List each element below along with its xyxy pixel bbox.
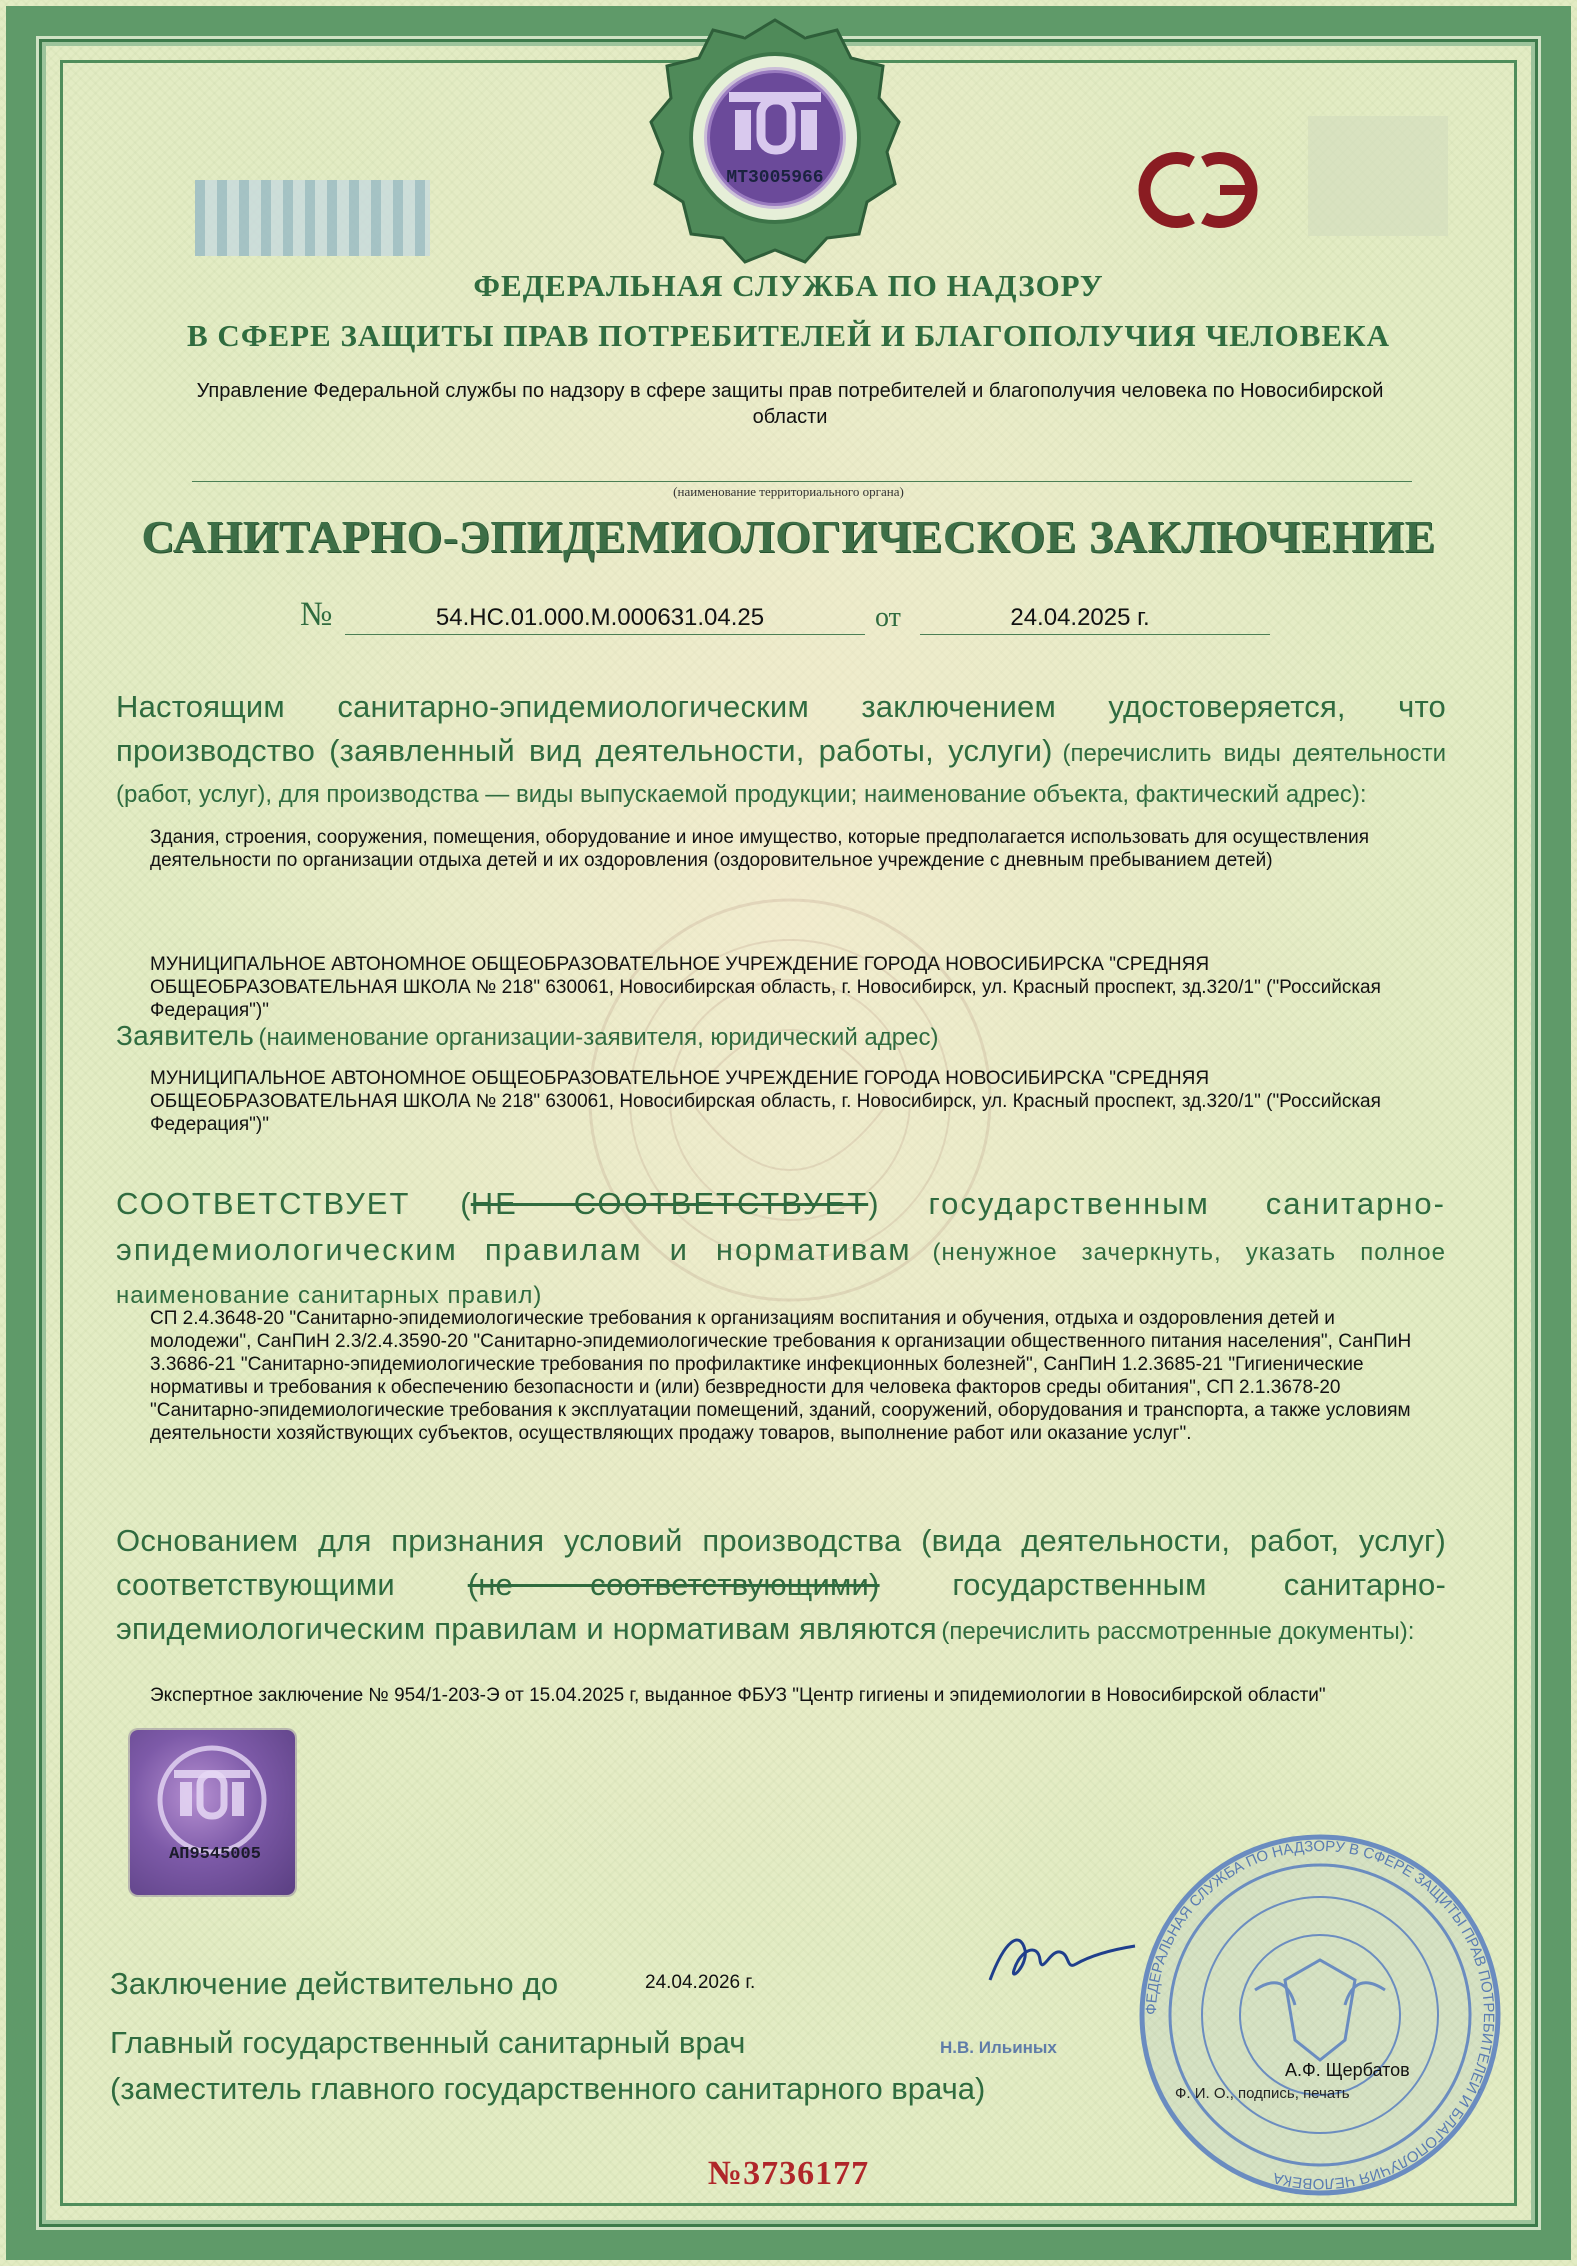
emblem-top-icon bbox=[625, 18, 925, 268]
applicant-text: МУНИЦИПАЛЬНОЕ АВТОНОМНОЕ ОБЩЕОБРАЗОВАТЕЛЬНОЕ УЧРЕЖДЕНИЕ ГОРОДА НОВОСИБИРСКА "СРЕДНЯЯ ОБЩЕОБРАЗОВАТЕЛЬНАЯ ШКОЛА № 218" 630061, Новосибирская область, г. Новосибирск, ул. Красный проспект, зд.320/1" ("Российская Федерация")" bbox=[150, 1068, 1381, 1135]
certifies-label-big: Настоящим санитарно-эпидемиологическим заключением удостоверяется, что производство (заявленный вид деятельности, работы, услуги) bbox=[116, 689, 1446, 768]
signature-icon bbox=[980, 1920, 1140, 2000]
basis-label bbox=[116, 1522, 1446, 1654]
compliance-rest: государственным санитарно-эпидемиологическим правилам и нормативам bbox=[116, 1186, 1446, 1267]
underline bbox=[920, 634, 1270, 635]
basis-label-small: (перечислить рассмотренные документы): bbox=[941, 1618, 1415, 1645]
basis-label-strike: (не соответствующими) bbox=[467, 1567, 880, 1602]
number-sign: № bbox=[300, 596, 333, 633]
seal-text: ФЕДЕРАЛЬНАЯ СЛУЖБА ПО НАДЗОРУ В СФЕРЕ ЗАЩИТЫ ПРАВ ПОТРЕБИТЕЛЕЙ И БЛАГОПОЛУЧИЯ ЧЕЛОВЕКА bbox=[1142, 1837, 1498, 2193]
basis-label-part2: государственным санитарно-эпидемиологическим правилам и нормативам являются bbox=[116, 1567, 1446, 1646]
applicant-label bbox=[116, 1020, 938, 1052]
stamp-name: Н.В. Ильиных bbox=[940, 2038, 1057, 2057]
validity-label: Заключение действительно до bbox=[110, 1966, 559, 2001]
territorial-caption: (наименование территориального органа) bbox=[673, 484, 904, 499]
basis-text: Экспертное заключение № 954/1-203-Э от 15.04.2025 г, выданное ФБУЗ "Центр гигиены и эпидемиологии в Новосибирской области" bbox=[150, 1685, 1326, 1706]
compliance-yes: СООТВЕТСТВУЕТ bbox=[116, 1186, 411, 1221]
certifies-label-small: (перечислить виды деятельности (работ, услуг), для производства — виды выпускаемой продукции; наименование объекта, фактический адрес): bbox=[116, 740, 1446, 808]
official-seal-icon bbox=[1135, 1830, 1505, 2200]
hologram-strip bbox=[195, 180, 430, 256]
underline bbox=[192, 481, 1412, 482]
signer-caption: Ф. И. О., подпись, печать bbox=[1175, 2085, 1350, 2102]
emblem-serial: МТ3005966 bbox=[726, 168, 824, 188]
date-label: от bbox=[875, 602, 901, 633]
doctor-title-line2: (заместитель главного государственного санитарного врача) bbox=[110, 2071, 986, 2106]
agency-title-line2: В СФЕРЕ ЗАЩИТЫ ПРАВ ПОТРЕБИТЕЛЕЙ И БЛАГОПОЛУЧИЯ ЧЕЛОВЕКА bbox=[187, 318, 1390, 353]
paren-close: ) bbox=[868, 1186, 879, 1221]
blank-serial-number: №3736177 bbox=[707, 2155, 870, 2192]
territorial-body: Управление Федеральной службы по надзору в сфере защиты прав потребителей и благополучия человека по Новосибирской области bbox=[196, 380, 1384, 428]
document-title: САНИТАРНО-ЭПИДЕМИОЛОГИЧЕСКОЕ ЗАКЛЮЧЕНИЕ bbox=[141, 511, 1436, 562]
compliance-no: НЕ СООТВЕТСТВУЕТ bbox=[470, 1186, 869, 1221]
se-mark-icon bbox=[1130, 140, 1270, 240]
hologram-emblem-icon bbox=[130, 1730, 295, 1895]
document-date: 24.04.2025 г. bbox=[1010, 604, 1150, 631]
object-text: МУНИЦИПАЛЬНОЕ АВТОНОМНОЕ ОБЩЕОБРАЗОВАТЕЛЬНОЕ УЧРЕЖДЕНИЕ ГОРОДА НОВОСИБИРСКА "СРЕДНЯЯ ОБЩЕОБРАЗОВАТЕЛЬНАЯ ШКОЛА № 218" 630061, Новосибирская область, г. Новосибирск, ул. Красный проспект, зд.320/1" ("Российская Федерация")" bbox=[150, 954, 1381, 1021]
applicant-label-big: Заявитель bbox=[116, 1020, 255, 1051]
hologram-bottom bbox=[130, 1730, 295, 1895]
compliance-label bbox=[116, 1184, 1446, 1319]
validity-date: 24.04.2026 г. bbox=[645, 1972, 756, 1993]
basis-label-part1: Основанием для признания условий производства (вида деятельности, работ, услуг) соответствующими bbox=[116, 1523, 1446, 1602]
rules-text: СП 2.4.3648-20 "Санитарно-эпидемиологические требования к организациям воспитания и обучения, отдыха и оздоровления детей и молодежи", СанПиН 2.3/2.4.3590-20 "Санитарно-эпидемиологические требования к организации общественного питания населения", СанПиН 3.3686-21 "Санитарно-эпидемиологические требования по профилактике инфекционных болезней", СанПиН 1.2.3685-21 "Гигиенические нормативы и требования к обеспечению безопасности и (или) безвредности для человека факторов среды обитания", СП 2.1.3678-20 "Санитарно-эпидемиологические требования к эксплуатации помещений, зданий, сооружений, оборудования и транспорта, а также условиям деятельности хозяйствующих субъектов, осуществляющих продажу товаров, выполнение работ или оказание услуг". bbox=[150, 1308, 1412, 1444]
paren-open: ( bbox=[460, 1186, 471, 1221]
corner-patch bbox=[1308, 116, 1448, 236]
doctor-title-line1: Главный государственный санитарный врач bbox=[110, 2025, 746, 2060]
compliance-label-small: (ненужное зачеркнуть, указать полное наименование санитарных правил) bbox=[116, 1239, 1446, 1309]
doctor-title bbox=[110, 2020, 985, 2112]
applicant-label-small: (наименование организации-заявителя, юридический адрес) bbox=[258, 1024, 939, 1051]
underline bbox=[345, 634, 865, 635]
hologram-serial: АП9545005 bbox=[169, 1845, 261, 1864]
certifies-label bbox=[116, 688, 1446, 817]
document-number: 54.НС.01.000.М.000631.04.25 bbox=[435, 604, 765, 631]
agency-title-line1: ФЕДЕРАЛЬНАЯ СЛУЖБА ПО НАДЗОРУ bbox=[473, 268, 1104, 303]
activity-text: Здания, строения, сооружения, помещения, оборудование и иное имущество, которые предполагается использовать для осуществления деятельности по организации отдыха детей и их оздоровления (оздоровительное учреждение с дневным пребыванием детей) bbox=[150, 827, 1370, 871]
signer-name: А.Ф. Щербатов bbox=[1285, 2060, 1410, 2080]
